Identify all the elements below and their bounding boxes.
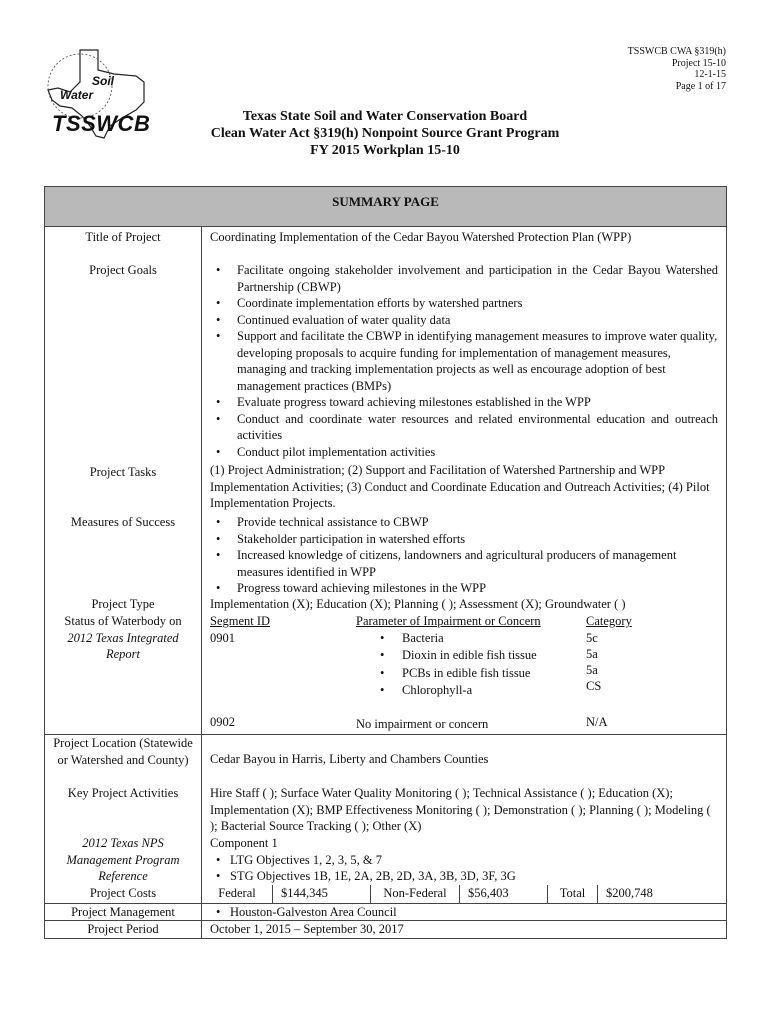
list-item: • Continued evaluation of water quality data xyxy=(210,312,718,329)
row-title-of-project xyxy=(45,227,726,260)
nps-container xyxy=(202,835,726,885)
category-value: CS xyxy=(586,678,602,693)
list-item: • Stakeholder participation in watershed efforts xyxy=(210,531,718,548)
goals-list xyxy=(210,262,718,460)
segment-parameter-text: No impairment or concern xyxy=(356,716,489,731)
management-container xyxy=(202,904,726,920)
measures-list-container xyxy=(202,512,726,596)
row-label: Project Management xyxy=(45,904,202,920)
title-line: Clean Water Act §319(h) Nonpoint Source Grant Program xyxy=(210,126,560,141)
ref-line: Project 15-10 xyxy=(671,57,726,69)
summary-table xyxy=(44,186,727,939)
segment-id: 0902 xyxy=(210,714,235,729)
row-project-costs xyxy=(45,885,726,903)
ref-line: 12-1-15 xyxy=(694,69,726,80)
row-project-type xyxy=(45,596,726,613)
list-item: • LTG Objectives 1, 2, 3, 5, & 7 xyxy=(210,852,718,869)
total-value: $200,748 xyxy=(606,886,653,900)
list-item: • Houston-Galveston Area Council xyxy=(210,904,718,921)
costs-container xyxy=(202,885,726,903)
list-item: • Provide technical assistance to CBWP xyxy=(210,514,718,531)
impairment-table xyxy=(202,613,726,734)
segment-categories xyxy=(586,630,726,700)
ref-line: TSSWCB CWA §319(h) xyxy=(627,46,726,57)
list-item: • Dioxin in edible fish tissue xyxy=(356,647,586,665)
row-project-tasks xyxy=(45,462,726,512)
measures-list xyxy=(210,514,718,597)
row-label xyxy=(45,613,202,734)
row-project-goals xyxy=(45,260,726,462)
row-value: Hire Staff ( ); Surface Water Quality Monitoring ( ); Technical Assistance ( ); Education (X); Implementation (X); BMP Effectiveness Monitoring ( ); Demonstration ( ); Planning ( ); Modeling ( ); Bacterial Source Tracking ( ); Other (X) xyxy=(210,786,711,833)
federal-label: Federal xyxy=(202,885,273,903)
list-item: • Conduct and coordinate water resources and related environmental education and outreach activities xyxy=(210,411,718,444)
logo-soil-text: Soil xyxy=(92,74,115,88)
row-label: Measures of Success xyxy=(45,512,202,596)
list-item: • Chlorophyll-a xyxy=(356,682,586,700)
costs-table xyxy=(202,885,726,903)
list-item: • Evaluate progress toward achieving milestones established in the WPP xyxy=(210,394,718,411)
row-label: Key Project Activities xyxy=(45,785,202,835)
category-value: 5c xyxy=(586,630,598,645)
tsswcb-logo xyxy=(40,46,152,142)
segment-id: 0901 xyxy=(210,630,235,645)
row-measures-of-success xyxy=(45,512,726,596)
status-label-italic: 2012 Texas Integrated Report xyxy=(67,630,179,661)
document-reference xyxy=(628,46,726,92)
row-value: (1) Project Administration; (2) Support and Facilitation of Watershed Partnership and WPP Implementation Activities; (3) Conduct and Coordinate Education and Outreach Activities; (4) Pilot Implementation Projects. xyxy=(210,463,710,510)
parameter-header: Parameter of Impairment or Concern xyxy=(356,614,541,628)
segment-id-header: Segment ID xyxy=(210,614,271,628)
category-value: 5a xyxy=(586,646,598,661)
row-label: Project Location (Statewide or Watershed and County) xyxy=(45,735,202,785)
row-label: Title of Project xyxy=(45,227,202,260)
row-project-period xyxy=(45,920,726,938)
category-value: 5a xyxy=(586,662,598,677)
nps-component: Component 1 xyxy=(210,836,278,850)
list-item: • STG Objectives 1B, 1E, 2A, 2B, 2D, 3A, 3B, 3D, 3F, 3G xyxy=(210,868,718,885)
row-value: Cedar Bayou in Harris, Liberty and Chambers Counties xyxy=(210,752,489,766)
row-label: Project Tasks xyxy=(45,462,202,512)
row-value: October 1, 2015 – September 30, 2017 xyxy=(210,922,404,936)
goals-list-container xyxy=(202,260,726,462)
summary-heading: SUMMARY PAGE xyxy=(45,187,726,227)
row-label: Project Goals xyxy=(45,260,202,462)
nps-list xyxy=(210,852,718,885)
nonfederal-label: Non-Federal xyxy=(371,885,460,903)
category-value: N/A xyxy=(586,714,608,729)
impairment-grid xyxy=(210,613,726,732)
segment-parameters xyxy=(356,630,586,700)
document-title xyxy=(170,108,600,159)
list-item: • PCBs in edible fish tissue xyxy=(356,665,586,683)
row-value: Coordinating Implementation of the Cedar Bayou Watershed Protection Plan (WPP) xyxy=(210,230,632,244)
list-item: • Progress toward achieving milestones in the WPP xyxy=(210,580,718,597)
row-project-location xyxy=(45,734,726,785)
list-item: • Facilitate ongoing stakeholder involvement and participation in the Cedar Bayou Watershed Partnership (CBWP) xyxy=(210,262,718,295)
list-item: • Support and facilitate the CBWP in identifying management measures to improve water quality, developing proposals to acquire funding for implementation of management measures, managing and tracking implementation projects as well as encourage adoption of best management practices (BMPs) xyxy=(210,328,718,394)
list-item: • Bacteria xyxy=(356,630,586,648)
row-label: Project Costs xyxy=(45,885,202,903)
ref-line: Page 1 of 17 xyxy=(675,80,726,92)
row-project-management xyxy=(45,903,726,920)
list-item: • Increased knowledge of citizens, landowners and agricultural producers of management measures identified in WPP xyxy=(210,547,718,580)
list-item: • Coordinate implementation efforts by watershed partners xyxy=(210,295,718,312)
category-header: Category xyxy=(586,614,632,628)
title-line: Texas State Soil and Water Conservation Board xyxy=(242,109,528,124)
logo-brand-text: TSSWCB xyxy=(52,111,151,136)
parameter-list xyxy=(356,630,586,700)
status-label-line: Status of Waterbody on xyxy=(64,614,182,628)
logo-water-text: Water xyxy=(60,88,94,102)
row-label: Project Type xyxy=(45,596,202,613)
row-value: Implementation (X); Education (X); Planning ( ); Assessment (X); Groundwater ( ) xyxy=(210,597,626,611)
row-label: Project Period xyxy=(45,921,202,938)
row-waterbody-status xyxy=(45,613,726,734)
row-nps-reference xyxy=(45,835,726,885)
nonfederal-value: $56,403 xyxy=(460,885,548,903)
title-line: FY 2015 Workplan 15-10 xyxy=(310,143,460,158)
total-label: Total xyxy=(548,885,598,903)
row-label: 2012 Texas NPS Management Program Reference xyxy=(45,835,202,885)
list-item: • Conduct pilot implementation activities xyxy=(210,444,718,461)
row-key-activities xyxy=(45,785,726,835)
management-list xyxy=(210,904,718,921)
federal-value: $144,345 xyxy=(273,885,371,903)
